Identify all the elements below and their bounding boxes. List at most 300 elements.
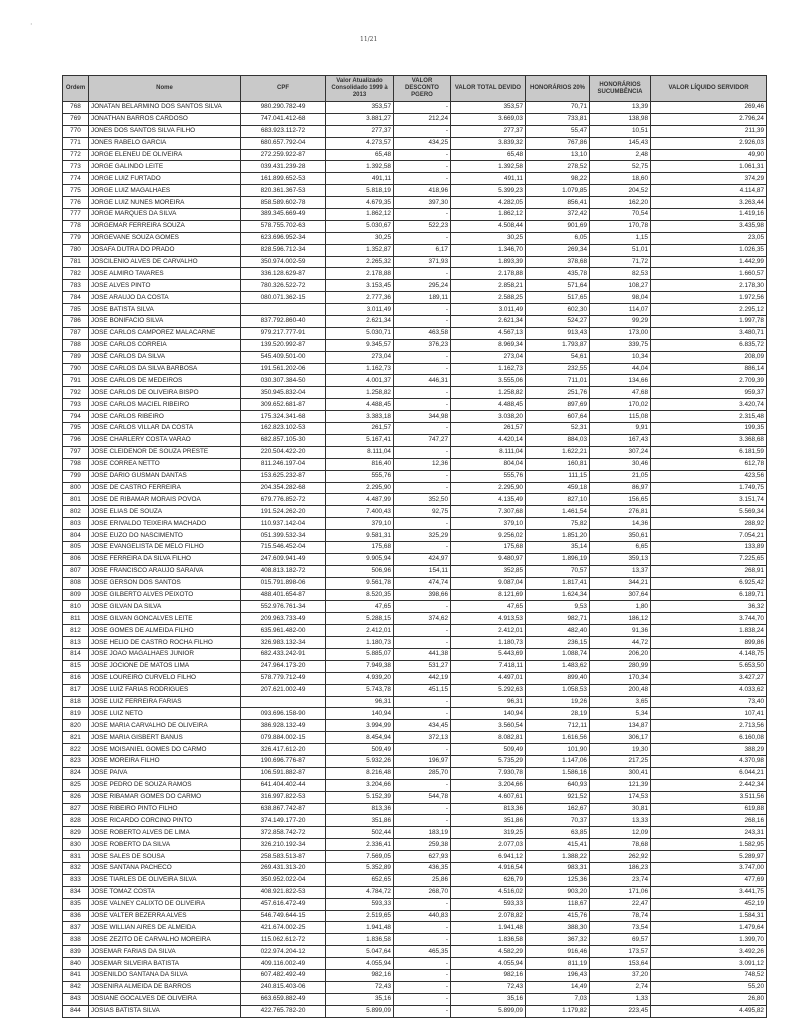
- cell-cpf: 980.290.782-49: [241, 102, 326, 114]
- cell-honorarios-sucumbencia: 14,36: [590, 518, 651, 530]
- cell-valor-atualizado: 2.777,36: [326, 292, 394, 304]
- cell-valor-liquido: 6.044,21: [651, 767, 767, 779]
- cell-honorarios-20: 6,05: [526, 232, 590, 244]
- table-row: [63, 280, 767, 292]
- table-row: [63, 755, 767, 767]
- table-row: [63, 637, 767, 649]
- cell-honorarios-sucumbencia: 186,23: [590, 863, 651, 875]
- cell-valor-liquido: 1.582,95: [651, 839, 767, 851]
- cell-nome: JOSEMAR FARIAS DA SILVA: [89, 946, 241, 958]
- cell-cpf: 457.616.472-49: [241, 898, 326, 910]
- cell-nome: JOSE ERIVALDO TEIXEIRA MACHADO: [89, 518, 241, 530]
- cell-valor-liquido: 1.026,35: [651, 244, 767, 256]
- cell-valor-liquido: 1.442,99: [651, 256, 767, 268]
- table-row: [63, 660, 767, 672]
- cell-honorarios-sucumbencia: 37,20: [590, 970, 651, 982]
- cell-honorarios-20: 1.058,53: [526, 684, 590, 696]
- cell-valor-total: 353,57: [451, 102, 526, 114]
- cell-ordem: 814: [63, 648, 89, 660]
- cell-honorarios-sucumbencia: 13,39: [590, 102, 651, 114]
- cell-cpf: 552.976.761-34: [241, 601, 326, 613]
- cell-honorarios-sucumbencia: 121,39: [590, 779, 651, 791]
- table-row: [63, 720, 767, 732]
- cell-honorarios-20: 524,27: [526, 316, 590, 328]
- cell-cpf: 022.974.204-12: [241, 946, 326, 958]
- cell-honorarios-sucumbencia: 186,12: [590, 613, 651, 625]
- table-row: [63, 399, 767, 411]
- cell-valor-liquido: 1.419,16: [651, 209, 767, 221]
- cell-honorarios-20: 607,64: [526, 411, 590, 423]
- cell-nome: JOSE PEDRO DE SOUZA RAMOS: [89, 779, 241, 791]
- cell-valor-desconto: -: [394, 993, 451, 1005]
- cell-valor-desconto: -: [394, 779, 451, 791]
- cell-honorarios-20: 1.793,87: [526, 339, 590, 351]
- cell-valor-atualizado: 1.836,58: [326, 934, 394, 946]
- cell-ordem: 768: [63, 102, 89, 114]
- cell-honorarios-sucumbencia: 71,72: [590, 256, 651, 268]
- cell-ordem: 804: [63, 530, 89, 542]
- table-row: [63, 946, 767, 958]
- cell-valor-total: 2.178,88: [451, 268, 526, 280]
- cell-valor-atualizado: 4.939,20: [326, 672, 394, 684]
- cell-nome: JOSE CARLOS CAMPOREZ MALACARNE: [89, 327, 241, 339]
- cell-honorarios-sucumbencia: 344,21: [590, 577, 651, 589]
- cell-nome: JOSE JOAO MAGALHAES JUNIOR: [89, 648, 241, 660]
- cell-ordem: 829: [63, 827, 89, 839]
- table-row: [63, 684, 767, 696]
- cell-honorarios-sucumbencia: 134,87: [590, 720, 651, 732]
- cell-valor-atualizado: 65,48: [326, 149, 394, 161]
- cell-honorarios-sucumbencia: 5,34: [590, 708, 651, 720]
- cell-honorarios-20: 28,19: [526, 708, 590, 720]
- cell-honorarios-20: 236,15: [526, 637, 590, 649]
- cell-valor-liquido: 452,19: [651, 898, 767, 910]
- cell-valor-desconto: -: [394, 625, 451, 637]
- cell-valor-atualizado: 5.152,39: [326, 791, 394, 803]
- cell-valor-desconto: -: [394, 351, 451, 363]
- cell-valor-total: 4.916,54: [451, 863, 526, 875]
- cell-valor-desconto: 295,24: [394, 280, 451, 292]
- cell-honorarios-20: 640,93: [526, 779, 590, 791]
- cell-nome: JOSE RICARDO CORCINO PINTO: [89, 815, 241, 827]
- cell-valor-liquido: 2.713,56: [651, 720, 767, 732]
- cell-honorarios-sucumbencia: 21,05: [590, 470, 651, 482]
- cell-nome: JORGE GALINDO LEITE: [89, 161, 241, 173]
- cell-valor-desconto: -: [394, 981, 451, 993]
- cell-valor-liquido: 3.744,70: [651, 613, 767, 625]
- cell-valor-atualizado: 2.178,88: [326, 268, 394, 280]
- cell-cpf: 623.696.952-34: [241, 232, 326, 244]
- cell-valor-atualizado: 5.885,07: [326, 648, 394, 660]
- cell-valor-total: 261,57: [451, 423, 526, 435]
- cell-honorarios-sucumbencia: 170,02: [590, 399, 651, 411]
- cell-ordem: 773: [63, 161, 89, 173]
- table-row: [63, 411, 767, 423]
- cell-cpf: 545.409.501-00: [241, 351, 326, 363]
- cell-nome: JOSE CARLOS DA SILVA BARBOSA: [89, 363, 241, 375]
- table-row: [63, 708, 767, 720]
- cell-honorarios-sucumbencia: 206,20: [590, 648, 651, 660]
- table-row: [63, 779, 767, 791]
- table-row: [63, 113, 767, 125]
- cell-valor-atualizado: 9.561,78: [326, 577, 394, 589]
- cell-ordem: 770: [63, 125, 89, 137]
- table-row: [63, 981, 767, 993]
- cell-ordem: 788: [63, 339, 89, 351]
- cell-valor-liquido: 3.368,68: [651, 434, 767, 446]
- payment-table: [62, 75, 767, 1018]
- cell-valor-total: 9.480,97: [451, 553, 526, 565]
- cell-cpf: 039.431.239-28: [241, 161, 326, 173]
- table-row: [63, 102, 767, 114]
- cell-cpf: 110.937.142-04: [241, 518, 326, 530]
- cell-cpf: 682.857.105-30: [241, 434, 326, 446]
- cell-valor-atualizado: 4.273,57: [326, 137, 394, 149]
- cell-honorarios-20: 372,42: [526, 209, 590, 221]
- table-row: [63, 173, 767, 185]
- cell-valor-atualizado: 2.621,34: [326, 316, 394, 328]
- cell-ordem: 826: [63, 791, 89, 803]
- table-row: [63, 244, 767, 256]
- table-row: [63, 791, 767, 803]
- table-row: [63, 327, 767, 339]
- cell-nome: JOSE FRANCISCO ARAUJO SARAIVA: [89, 565, 241, 577]
- cell-valor-atualizado: 3.153,45: [326, 280, 394, 292]
- table-row: [63, 744, 767, 756]
- cell-valor-liquido: 6.835,72: [651, 339, 767, 351]
- cell-valor-desconto: -: [394, 934, 451, 946]
- table-row: [63, 518, 767, 530]
- cell-honorarios-sucumbencia: 170,78: [590, 220, 651, 232]
- cell-cpf: 030.307.384-50: [241, 375, 326, 387]
- cell-valor-atualizado: 9.345,57: [326, 339, 394, 351]
- cell-valor-liquido: 3.492,26: [651, 946, 767, 958]
- cell-honorarios-sucumbencia: 217,25: [590, 755, 651, 767]
- cell-valor-desconto: -: [394, 161, 451, 173]
- cell-cpf: 139.520.992-87: [241, 339, 326, 351]
- table-row: [63, 648, 767, 660]
- cell-valor-total: 4.497,01: [451, 672, 526, 684]
- column-header-honorarios-sucumbencia: HONORÁRIOS SUCUMBÊNCIA: [590, 76, 651, 102]
- cell-cpf: 641.404.402-44: [241, 779, 326, 791]
- cell-valor-atualizado: 140,94: [326, 708, 394, 720]
- cell-valor-desconto: 544,78: [394, 791, 451, 803]
- cell-valor-liquido: 477,69: [651, 874, 767, 886]
- cell-nome: JOSE MARIA GISBERT BANUS: [89, 732, 241, 744]
- cell-valor-atualizado: 3.011,49: [326, 304, 394, 316]
- cell-honorarios-sucumbencia: 44,04: [590, 363, 651, 375]
- cell-valor-desconto: 397,30: [394, 197, 451, 209]
- cell-nome: JOSE TIARLES DE OLIVEIRA SILVA: [89, 874, 241, 886]
- cell-ordem: 792: [63, 387, 89, 399]
- cell-valor-total: 5.399,23: [451, 185, 526, 197]
- cell-valor-atualizado: 5.030,71: [326, 327, 394, 339]
- cell-valor-atualizado: 1.352,87: [326, 244, 394, 256]
- table-row: [63, 470, 767, 482]
- cell-valor-liquido: 73,40: [651, 696, 767, 708]
- cell-valor-liquido: 3.435,98: [651, 220, 767, 232]
- table-row: [63, 696, 767, 708]
- cell-valor-liquido: 2.295,12: [651, 304, 767, 316]
- cell-cpf: 389.345.669-49: [241, 209, 326, 221]
- cell-nome: JORGE ELENEU DE OLIVEIRA: [89, 149, 241, 161]
- cell-cpf: 272.259.922-87: [241, 149, 326, 161]
- cell-valor-atualizado: 2.336,41: [326, 839, 394, 851]
- cell-cpf: 326.210.192-34: [241, 839, 326, 851]
- cell-ordem: 777: [63, 209, 89, 221]
- cell-valor-atualizado: 351,86: [326, 815, 394, 827]
- cell-honorarios-20: 1.624,34: [526, 589, 590, 601]
- cell-nome: JOSE CORREA NETTO: [89, 458, 241, 470]
- cell-nome: JOSIANE GOCALVES DE OLIVEIRA: [89, 993, 241, 1005]
- cell-valor-atualizado: 509,49: [326, 744, 394, 756]
- table-row: [63, 958, 767, 970]
- cell-ordem: 783: [63, 280, 89, 292]
- cell-honorarios-20: 70,37: [526, 815, 590, 827]
- cell-honorarios-sucumbencia: 170,34: [590, 672, 651, 684]
- cell-valor-atualizado: 7.400,43: [326, 506, 394, 518]
- cell-honorarios-20: 435,78: [526, 268, 590, 280]
- cell-valor-total: 5.735,29: [451, 755, 526, 767]
- cell-valor-total: 982,16: [451, 970, 526, 982]
- cell-valor-desconto: 465,35: [394, 946, 451, 958]
- cell-valor-desconto: 189,11: [394, 292, 451, 304]
- cell-valor-total: 1.893,39: [451, 256, 526, 268]
- cell-ordem: 811: [63, 613, 89, 625]
- cell-ordem: 823: [63, 755, 89, 767]
- cell-valor-desconto: -: [394, 470, 451, 482]
- cell-honorarios-sucumbencia: 156,65: [590, 494, 651, 506]
- cell-valor-total: 2.621,34: [451, 316, 526, 328]
- cell-ordem: 797: [63, 446, 89, 458]
- cell-valor-liquido: 7.225,65: [651, 553, 767, 565]
- cell-honorarios-20: 897,69: [526, 399, 590, 411]
- table-row: [63, 423, 767, 435]
- cell-nome: JONATHAN BARROS CARDOSO: [89, 113, 241, 125]
- cell-honorarios-20: 1.616,56: [526, 732, 590, 744]
- cell-honorarios-sucumbencia: 307,24: [590, 446, 651, 458]
- table-row: [63, 625, 767, 637]
- cell-nome: JOSÉ CARLOS DA SILVA: [89, 351, 241, 363]
- cell-valor-total: 352,85: [451, 565, 526, 577]
- cell-nome: JOSE MOISANIEL GOMES DO CARMO: [89, 744, 241, 756]
- cell-ordem: 789: [63, 351, 89, 363]
- table-row: [63, 339, 767, 351]
- cell-honorarios-20: 827,10: [526, 494, 590, 506]
- cell-valor-desconto: 424,97: [394, 553, 451, 565]
- column-header-valor-total: VALOR TOTAL DEVIDO: [451, 76, 526, 102]
- cell-honorarios-sucumbencia: 173,00: [590, 327, 651, 339]
- cell-valor-liquido: 268,91: [651, 565, 767, 577]
- cell-valor-liquido: 1.479,64: [651, 922, 767, 934]
- cell-ordem: 774: [63, 173, 89, 185]
- cell-valor-total: 4.135,49: [451, 494, 526, 506]
- table-row: [63, 815, 767, 827]
- cell-valor-total: 35,16: [451, 993, 526, 1005]
- cell-nome: JORGE MARQUES DA SILVA: [89, 209, 241, 221]
- cell-honorarios-sucumbencia: 1,15: [590, 232, 651, 244]
- cell-valor-total: 626,79: [451, 874, 526, 886]
- cell-valor-desconto: 285,70: [394, 767, 451, 779]
- cell-cpf: 679.776.852-72: [241, 494, 326, 506]
- cell-honorarios-20: 1.817,41: [526, 577, 590, 589]
- cell-valor-desconto: -: [394, 102, 451, 114]
- cell-ordem: 843: [63, 993, 89, 1005]
- cell-honorarios-20: 1.896,19: [526, 553, 590, 565]
- cell-cpf: 422.765.782-20: [241, 1005, 326, 1017]
- cell-valor-liquido: 6.181,59: [651, 446, 767, 458]
- cell-valor-liquido: 243,31: [651, 827, 767, 839]
- cell-valor-atualizado: 2.412,01: [326, 625, 394, 637]
- table-row: [63, 363, 767, 375]
- cell-cpf: 093.696.158-90: [241, 708, 326, 720]
- cell-valor-desconto: 474,74: [394, 577, 451, 589]
- cell-honorarios-20: 884,03: [526, 434, 590, 446]
- cell-valor-desconto: 436,35: [394, 863, 451, 875]
- cell-cpf: 663.659.882-49: [241, 993, 326, 1005]
- cell-honorarios-sucumbencia: 307,64: [590, 589, 651, 601]
- page-number: 11/21: [360, 36, 378, 43]
- table-row: [63, 434, 767, 446]
- cell-valor-total: 1.941,48: [451, 922, 526, 934]
- cell-valor-atualizado: 4.679,35: [326, 197, 394, 209]
- cell-valor-atualizado: 5.047,64: [326, 946, 394, 958]
- cell-cpf: 247.609.941-49: [241, 553, 326, 565]
- cell-valor-total: 3.839,32: [451, 137, 526, 149]
- cell-valor-desconto: 92,75: [394, 506, 451, 518]
- cell-cpf: 051.399.532-34: [241, 530, 326, 542]
- cell-honorarios-sucumbencia: 223,45: [590, 1005, 651, 1017]
- cell-honorarios-20: 899,40: [526, 672, 590, 684]
- cell-cpf: 680.657.792-04: [241, 137, 326, 149]
- cell-valor-atualizado: 7.569,05: [326, 851, 394, 863]
- table-row: [63, 839, 767, 851]
- cell-nome: JOSE ARAUJO DA COSTA: [89, 292, 241, 304]
- cell-honorarios-20: 811,19: [526, 958, 590, 970]
- cell-valor-total: 65,48: [451, 149, 526, 161]
- cell-valor-liquido: 3.420,74: [651, 399, 767, 411]
- column-header-valor-atualizado: Valor Atualizado Consolidado 1999 à 2013: [326, 76, 394, 102]
- cell-valor-total: 8.111,04: [451, 446, 526, 458]
- table-row: [63, 993, 767, 1005]
- cell-valor-desconto: -: [394, 446, 451, 458]
- cell-nome: JOSE JOCIONE DE MATOS LIMA: [89, 660, 241, 672]
- cell-valor-total: 4.582,29: [451, 946, 526, 958]
- cell-valor-total: 1.346,70: [451, 244, 526, 256]
- cell-nome: JOSE SALES DE SOUSA: [89, 851, 241, 863]
- cell-valor-atualizado: 5.743,78: [326, 684, 394, 696]
- cell-valor-atualizado: 175,68: [326, 541, 394, 553]
- table-row: [63, 185, 767, 197]
- cell-valor-total: 9.256,02: [451, 530, 526, 542]
- cell-valor-liquido: 211,39: [651, 125, 767, 137]
- cell-valor-total: 175,68: [451, 541, 526, 553]
- cell-valor-liquido: 199,35: [651, 423, 767, 435]
- table-row: [63, 553, 767, 565]
- table-row: [63, 530, 767, 542]
- cell-valor-total: 509,49: [451, 744, 526, 756]
- cell-nome: JOSE LUIZ FERREIRA FARIAS: [89, 696, 241, 708]
- cell-honorarios-sucumbencia: 13,33: [590, 815, 651, 827]
- cell-valor-total: 8.969,34: [451, 339, 526, 351]
- cell-honorarios-20: 35,14: [526, 541, 590, 553]
- cell-ordem: 794: [63, 411, 89, 423]
- cell-valor-desconto: 434,45: [394, 720, 451, 732]
- cell-honorarios-20: 9,53: [526, 601, 590, 613]
- cell-valor-total: 2.078,82: [451, 910, 526, 922]
- cell-honorarios-20: 1.388,22: [526, 851, 590, 863]
- cell-valor-total: 277,37: [451, 125, 526, 137]
- cell-ordem: 836: [63, 910, 89, 922]
- cell-honorarios-20: 54,61: [526, 351, 590, 363]
- cell-cpf: 175.324.341-68: [241, 411, 326, 423]
- table-row: [63, 541, 767, 553]
- cell-nome: JOSE RIBEIRO PINTO FILHO: [89, 803, 241, 815]
- cell-honorarios-20: 52,31: [526, 423, 590, 435]
- cell-valor-atualizado: 7.949,38: [326, 660, 394, 672]
- cell-honorarios-20: 1.179,82: [526, 1005, 590, 1017]
- cell-valor-atualizado: 1.180,73: [326, 637, 394, 649]
- cell-valor-desconto: -: [394, 708, 451, 720]
- cell-honorarios-sucumbencia: 1,33: [590, 993, 651, 1005]
- cell-ordem: 808: [63, 577, 89, 589]
- cell-honorarios-20: 1.079,85: [526, 185, 590, 197]
- cell-valor-desconto: -: [394, 149, 451, 161]
- cell-valor-desconto: 463,58: [394, 327, 451, 339]
- cell-honorarios-20: 901,69: [526, 220, 590, 232]
- cell-nome: JOSE CHARLERY COSTA VARAO: [89, 434, 241, 446]
- cell-valor-total: 4.913,53: [451, 613, 526, 625]
- cell-nome: JOSE RIBAMAR GOMES DO CARMO: [89, 791, 241, 803]
- cell-valor-atualizado: 277,37: [326, 125, 394, 137]
- cell-nome: JOSE CLEIDENOR DE SOUZA PRESTE: [89, 446, 241, 458]
- cell-valor-atualizado: 35,16: [326, 993, 394, 1005]
- cell-nome: JOSE TOMAZ COSTA: [89, 886, 241, 898]
- cell-cpf: 247.964.173-20: [241, 660, 326, 672]
- cell-valor-desconto: 212,24: [394, 113, 451, 125]
- cell-valor-liquido: 1.972,56: [651, 292, 767, 304]
- cell-ordem: 837: [63, 922, 89, 934]
- cell-ordem: 799: [63, 470, 89, 482]
- table-row: [63, 565, 767, 577]
- cell-honorarios-sucumbencia: 86,97: [590, 482, 651, 494]
- cell-honorarios-20: 63,85: [526, 827, 590, 839]
- cell-valor-atualizado: 261,57: [326, 423, 394, 435]
- cell-ordem: 812: [63, 625, 89, 637]
- cell-honorarios-20: 711,01: [526, 375, 590, 387]
- cell-valor-total: 491,11: [451, 173, 526, 185]
- table-row: [63, 863, 767, 875]
- cell-nome: JOSE ALMIRO TAVARES: [89, 268, 241, 280]
- cell-valor-desconto: 12,36: [394, 458, 451, 470]
- cell-honorarios-sucumbencia: 306,17: [590, 732, 651, 744]
- table-row: [63, 934, 767, 946]
- table-row: [63, 149, 767, 161]
- cell-honorarios-sucumbencia: 339,75: [590, 339, 651, 351]
- cell-valor-desconto: -: [394, 803, 451, 815]
- cell-nome: JOSE BATISTA SILVA: [89, 304, 241, 316]
- cell-honorarios-sucumbencia: 3,65: [590, 696, 651, 708]
- cell-valor-desconto: 451,15: [394, 684, 451, 696]
- table-row: [63, 316, 767, 328]
- cell-nome: JOSE ALVES PINTO: [89, 280, 241, 292]
- cell-honorarios-20: 125,36: [526, 874, 590, 886]
- table-row: [63, 672, 767, 684]
- column-header-ordem: Ordem: [63, 76, 89, 102]
- cell-valor-liquido: 5.289,97: [651, 851, 767, 863]
- cell-valor-liquido: 1.749,75: [651, 482, 767, 494]
- cell-valor-total: 273,04: [451, 351, 526, 363]
